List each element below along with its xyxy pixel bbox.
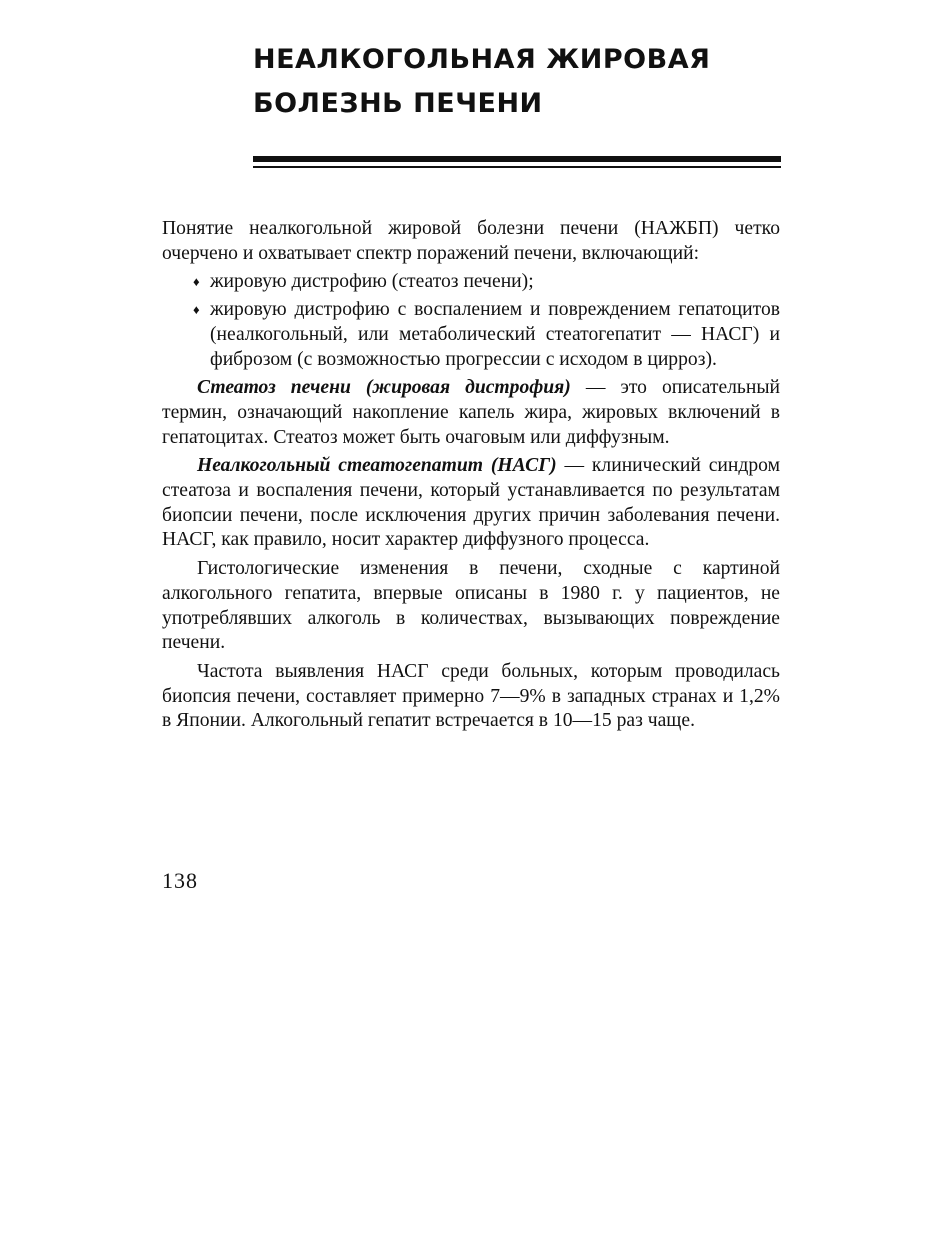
histology-paragraph: Гистологические изменения в печени, сходные с картиной алкогольного гепатита, впервые описаны в 1980 г. у пациентов, не употреблявших алкоголь в количествах, вызывающих повреждение печени. (162, 558, 780, 654)
page-number: 138 (162, 868, 198, 893)
list-item (193, 298, 780, 372)
title-rule-thick (253, 156, 781, 162)
steatosis-term: Стеатоз печени (жировая дистрофия) (197, 377, 571, 399)
title-rule-thin (253, 166, 781, 168)
chapter-title-line-1: НЕАЛКОГОЛЬНАЯ ЖИРОВАЯ (253, 44, 711, 75)
frequency-paragraph: Частота выявления НАСГ среди больных, которым проводилась биопсия печени, составляет примерно 7—9% в западных странах и 1,2% в Японии. Алкогольный гепатит встречается в 10—15 раз чаще. (162, 660, 780, 732)
list-item-text: жировую дистрофию с воспалением и повреждением гепатоцитов (неалкогольный, или метаболический стеатогепатит — НАСГ) и фиброзом (с возможностью прогрессии с исходом в цирроз). (210, 299, 780, 370)
list-item-text: жировую дистрофию (стеатоз печени); (210, 271, 534, 293)
list-item (193, 270, 780, 295)
steatosis-definition: — это описательный термин, означающий накопление капель жира, жировых включений в гепатоцитах. Стеатоз может быть очаговым или диффузным. (162, 377, 780, 448)
diamond-bullet-icon: ♦ (193, 302, 200, 318)
chapter-title-line-2: БОЛЕЗНЬ ПЕЧЕНИ (253, 88, 543, 119)
nash-definition: — клинический синдром стеатоза и воспаления печени, который устанавливается по результатам биопсии печени, после исключения других причин заболевания печени. НАСГ, как правило, носит характер диффузного процесса. (162, 455, 780, 551)
nash-term: Неалкогольный стеатогепатит (НАСГ) (197, 455, 557, 477)
intro-paragraph: Понятие неалкогольной жировой болезни печени (НАЖБП) четко очерчено и охватывает спектр поражений печени, включающий: (162, 218, 780, 264)
nash-paragraph (162, 454, 780, 553)
chapter-title (253, 38, 813, 126)
steatosis-paragraph (162, 376, 780, 450)
diamond-bullet-icon: ♦ (193, 274, 200, 290)
body-text (162, 217, 780, 734)
bullet-list (162, 270, 780, 372)
